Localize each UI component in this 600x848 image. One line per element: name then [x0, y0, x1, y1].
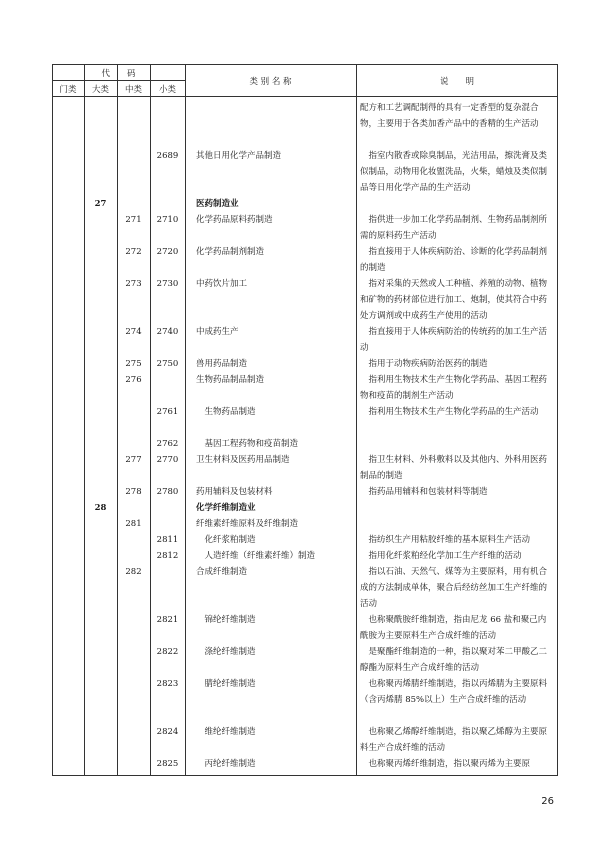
minor-code: 2770 [156, 455, 179, 465]
middle-code: 274 [125, 327, 142, 337]
header-menlei: 门类 [59, 85, 77, 95]
col-divider-zhonglei [150, 64, 151, 776]
middle-code: 277 [125, 455, 142, 465]
category-name: 卫生材料及医药用品制造 [196, 455, 290, 465]
minor-code: 2740 [156, 327, 179, 337]
minor-code: 2823 [156, 679, 179, 689]
category-description: 也称聚酰胺纤维制造，指由尼龙 66 盐和聚己内酰胺为主要原料生产合成纤维的活动 [360, 615, 547, 641]
minor-code: 2710 [156, 215, 179, 225]
col-divider-menlei [84, 64, 85, 776]
major-code: 28 [94, 503, 107, 513]
category-name: 中药饮片加工 [196, 279, 248, 289]
minor-code: 2811 [156, 535, 179, 545]
middle-code: 272 [125, 247, 142, 257]
minor-code: 2780 [156, 487, 179, 497]
category-description: 指用于动物疾病防治医药的制造 [360, 359, 488, 369]
category-name: 生物药品制品制造 [196, 375, 265, 385]
category-description: 指纺织生产用粘胶纤维的基本原料生产活动 [360, 535, 531, 545]
category-description: 指直接用于人体疾病防治的传统药的加工生产活动 [360, 327, 548, 353]
category-description: 指用化纤浆粕经化学加工生产纤维的活动 [360, 551, 522, 561]
category-description: 指室内散香或除臭制品，光洁用品，擦洗膏及类似制品，动物用化妆盥洗品，火柴，蜡烛及类似制品等日用化学产品的生产活动 [360, 151, 548, 193]
category-name: 基因工程药物和疫苗制造 [196, 439, 299, 449]
col-divider-name [356, 64, 357, 776]
minor-code: 2825 [156, 759, 179, 769]
minor-code: 2689 [156, 151, 179, 161]
category-name: 腈纶纤维制造 [196, 679, 256, 689]
category-name: 化学纤维制造业 [196, 503, 256, 513]
category-description: 指利用生物技术生产生物化学药品的生产活动 [360, 407, 539, 417]
category-description: 指供进一步加工化学药品制剂、生物药品制剂所需的原料药生产活动 [360, 215, 548, 241]
category-name: 人造纤维（纤维素纤维）制造 [196, 551, 316, 561]
category-name: 医药制造业 [196, 199, 239, 209]
minor-code: 2730 [156, 279, 179, 289]
middle-code: 282 [125, 567, 142, 577]
middle-code: 273 [125, 279, 142, 289]
minor-code: 2812 [156, 551, 179, 561]
category-description: 指药品用辅料和包装材料等制造 [360, 487, 488, 497]
category-name: 化纤浆粕制造 [196, 535, 256, 545]
category-name: 合成纤维制造 [196, 567, 248, 577]
middle-code: 275 [125, 359, 142, 369]
minor-code: 2761 [156, 407, 179, 417]
category-name: 涤纶纤维制造 [196, 647, 256, 657]
category-description: 指对采集的天然或人工种植、养殖的动物、植物和矿物的药材部位进行加工、炮制，使其符合中药处方调剂或中成药生产使用的活动 [360, 279, 548, 321]
header-dalei: 大类 [91, 85, 109, 95]
page-number: 26 [541, 796, 554, 807]
category-name: 兽用药品制造 [196, 359, 248, 369]
header-bottom-rule [52, 96, 558, 97]
category-name: 化学药品制剂制造 [196, 247, 265, 257]
header-description: 说 明 [439, 77, 474, 87]
minor-code: 2824 [156, 727, 179, 737]
category-name: 化学药品原料药制造 [196, 215, 273, 225]
category-description: 配方和工艺调配制得的具有一定香型的复杂混合物，主要用于各类加香产品中的香精的生产活动 [360, 103, 539, 129]
category-name: 维纶纤维制造 [196, 727, 256, 737]
col-divider-xiaolei [185, 64, 186, 776]
category-name: 锦纶纤维制造 [196, 615, 256, 625]
header-xiaolei: 小类 [158, 85, 176, 95]
category-name: 丙纶纤维制造 [196, 759, 256, 769]
category-description: 是聚酯纤维制造的一种，指以聚对苯二甲酸乙二醇酯为原料生产合成纤维的活动 [360, 647, 548, 673]
category-description: 指卫生材料、外科敷料以及其他内、外科用医药制品的制造 [360, 455, 548, 481]
header-mid-rule [52, 80, 185, 81]
header-zhonglei: 中类 [124, 85, 142, 95]
minor-code: 2822 [156, 647, 179, 657]
header-code: 代 码 [101, 69, 136, 79]
category-description: 指直接用于人体疾病防治、诊断的化学药品制剂的制造 [360, 247, 548, 273]
category-name: 药用辅料及包装材料 [196, 487, 273, 497]
category-name: 生物药品制造 [196, 407, 256, 417]
major-code: 27 [94, 199, 107, 209]
category-description: 指利用生物技术生产生物化学药品、基因工程药物和疫苗的制剂生产活动 [360, 375, 548, 401]
category-name: 中成药生产 [196, 327, 239, 337]
minor-code: 2762 [156, 439, 179, 449]
category-name: 纤维素纤维原料及纤维制造 [196, 519, 299, 529]
category-description: 也称聚丙烯纤维制造，指以聚丙烯为主要原 [360, 759, 531, 769]
category-description: 指以石油、天然气、煤等为主要原料，用有机合成的方法制成单体，聚合后经纺丝加工生产纤维的活动 [360, 567, 548, 609]
header-category-name: 类 别 名 称 [249, 77, 292, 87]
category-name: 其他日用化学产品制造 [196, 151, 282, 161]
category-description: 也称聚乙烯醇纤维制造，指以聚乙烯醇为主要原料生产合成纤维的活动 [360, 727, 548, 753]
minor-code: 2720 [156, 247, 179, 257]
middle-code: 281 [125, 519, 142, 529]
category-description: 也称聚丙烯腈纤维制造，指以丙烯腈为主要原料（含丙烯腈 85%以上）生产合成纤维的活动 [360, 679, 548, 705]
minor-code: 2821 [156, 615, 179, 625]
col-divider-dalei [117, 64, 118, 776]
minor-code: 2750 [156, 359, 179, 369]
middle-code: 271 [125, 215, 142, 225]
middle-code: 276 [125, 375, 142, 385]
middle-code: 278 [125, 487, 142, 497]
